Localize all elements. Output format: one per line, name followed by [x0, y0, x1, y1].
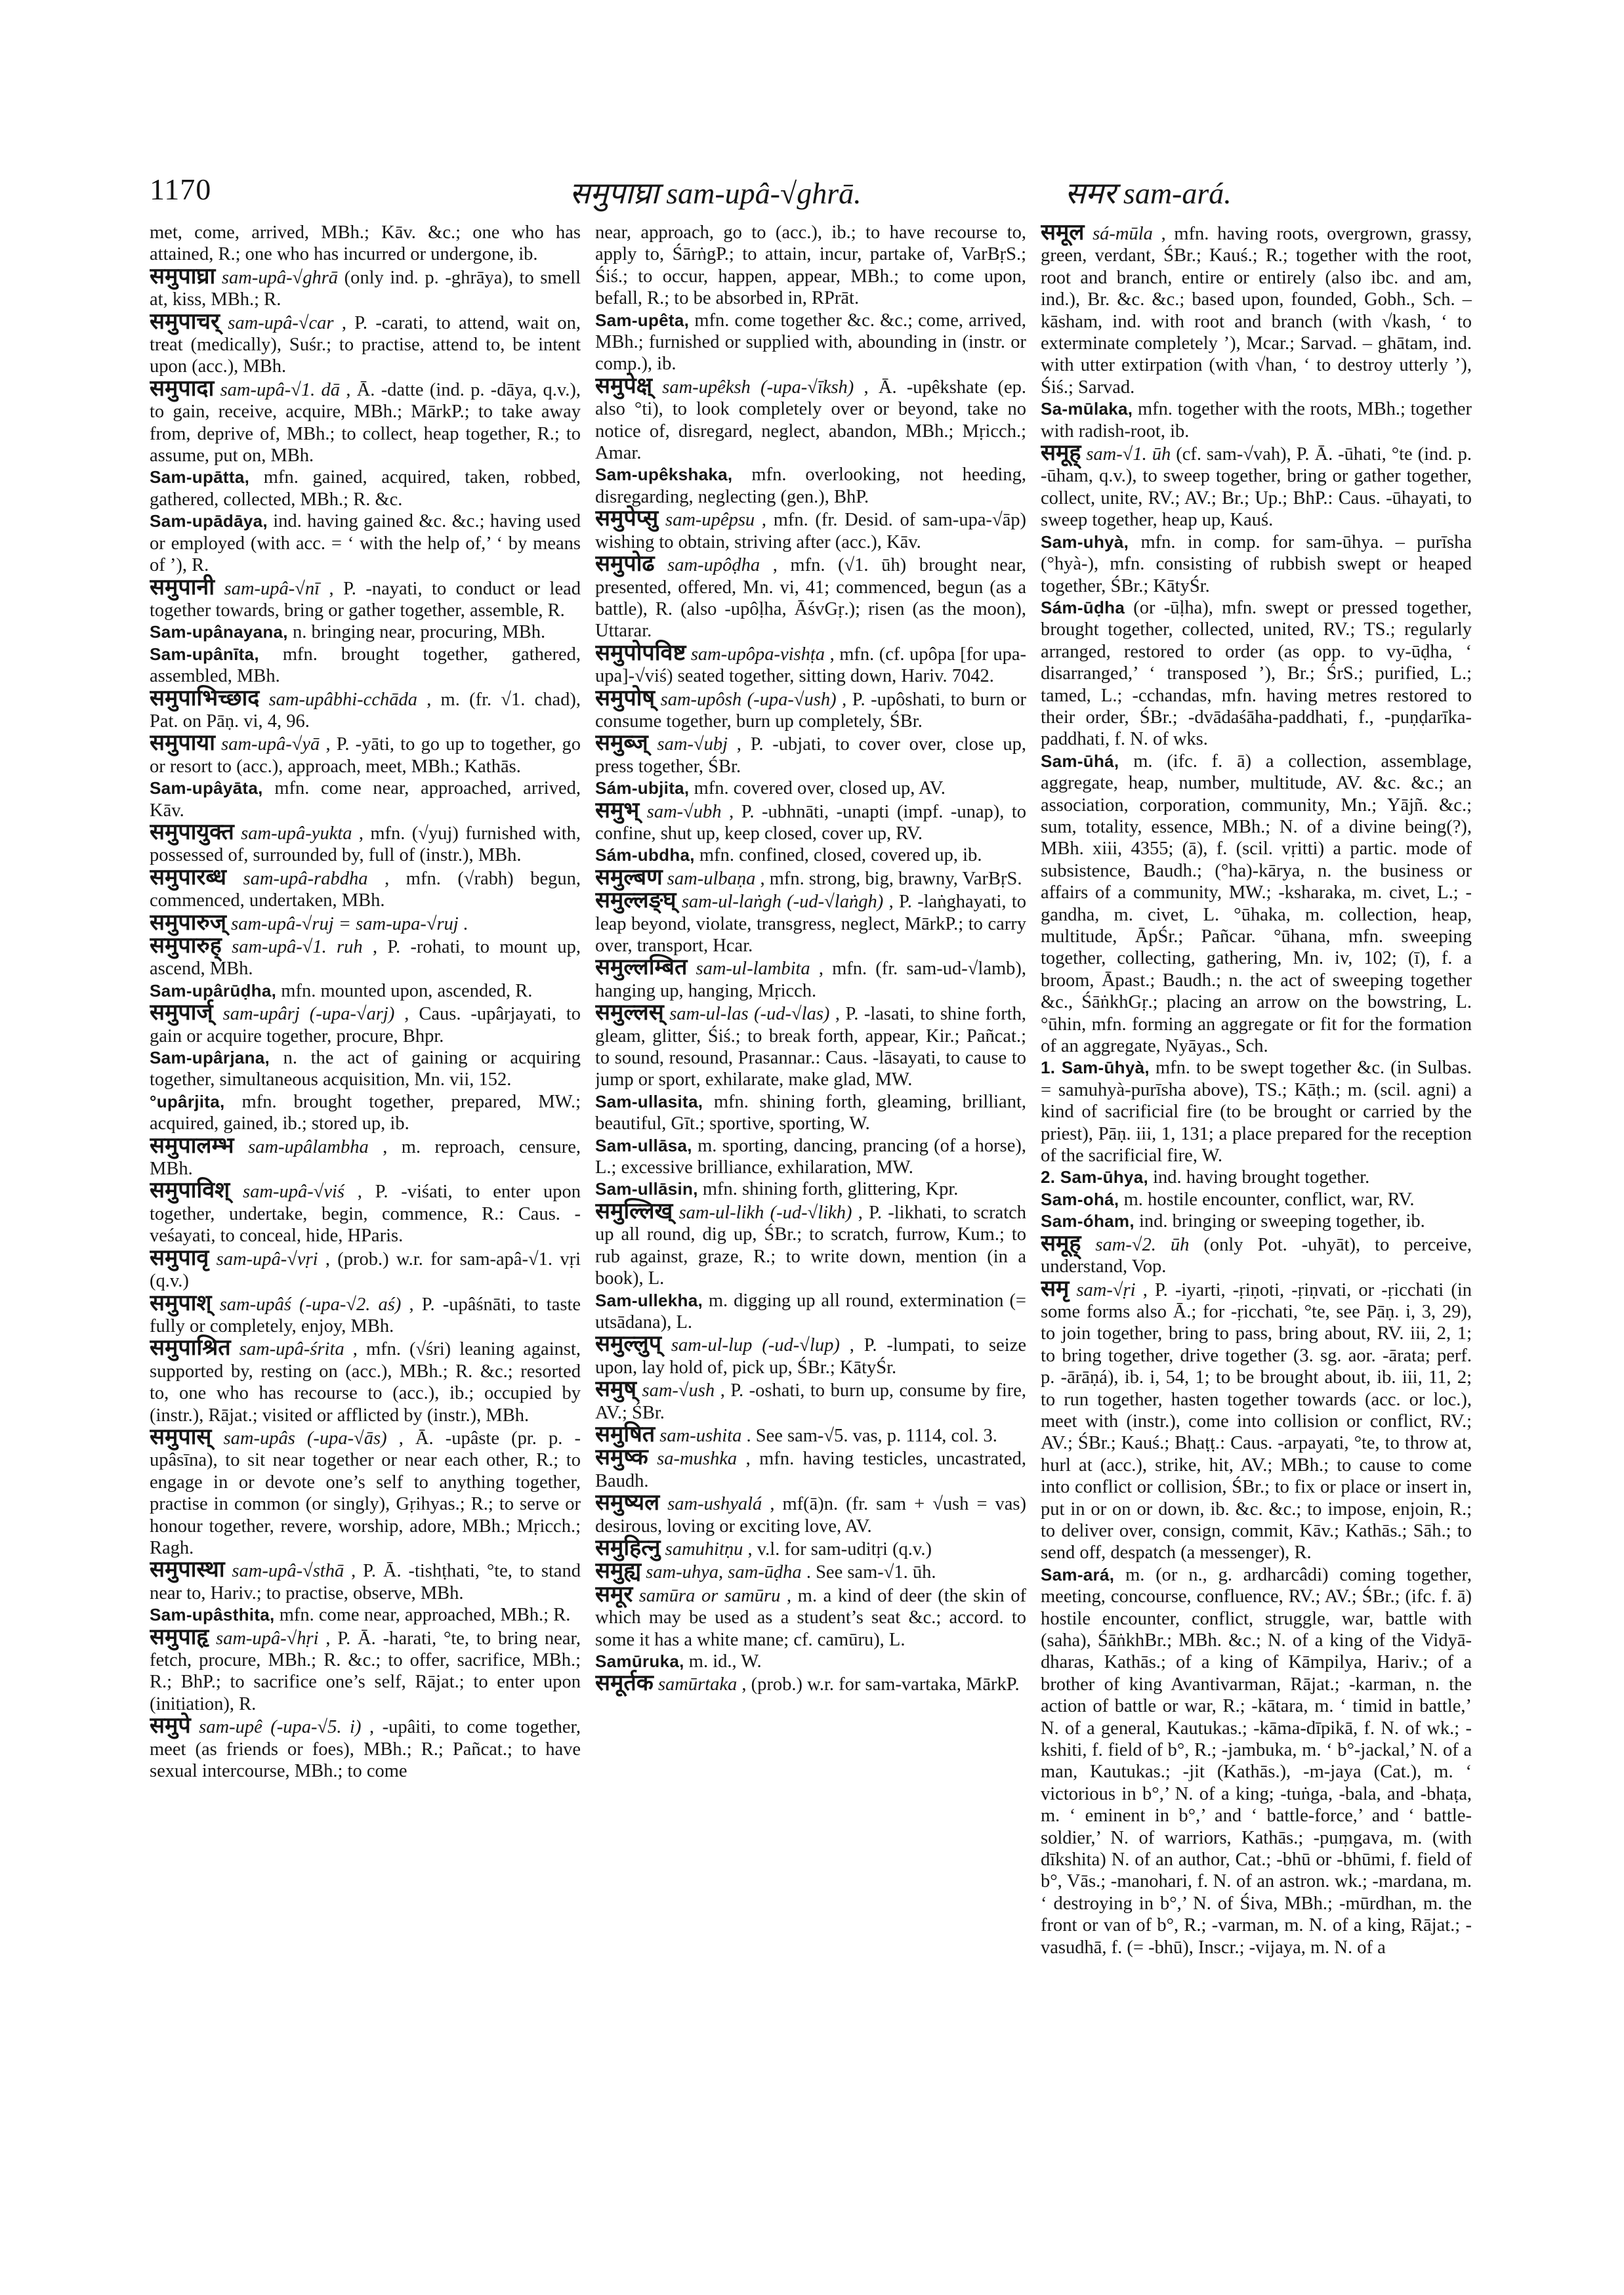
sub-entry: [1041, 597, 1472, 751]
dictionary-entry: [150, 222, 581, 266]
text-columns: [150, 222, 1472, 2223]
dictionary-entry: [595, 732, 1026, 777]
sub-entry: [595, 1091, 1026, 1135]
definition-text: , P. -carati, to attend, wait on, treat (medically), Suśr.; to practise, attend to, be intent upon (acc.), MBh.: [150, 312, 581, 377]
definition-text: , P. -upâśnāti, to taste fully or completely, enjoy, MBh.: [150, 1294, 581, 1336]
headword-transliteration: samūra or samūru: [638, 1585, 781, 1606]
headword-transliteration: sam-upâ-√1. dā: [220, 379, 341, 400]
definition-text: mfn. brought together, gathered, assembled, MBh.: [150, 644, 581, 687]
subheadword: Sa-mūlaka,: [1041, 399, 1133, 419]
definition-text: , P. -rohati, to mount up, ascend, MBh.: [150, 937, 581, 980]
headword-transliteration: samūrtaka: [657, 1674, 738, 1695]
column-2: [595, 222, 1026, 2223]
dictionary-entry: [150, 1712, 581, 1782]
subheadword: Sam-upârjana,: [150, 1048, 270, 1068]
subheadword: °upârjita,: [150, 1091, 225, 1111]
headword-transliteration: sam-upôsh (-upa-√ush): [660, 689, 837, 710]
headword-transliteration: sam-upâ-√yā: [221, 734, 320, 755]
dictionary-entry: [150, 262, 581, 311]
headword-transliteration: sam-upâs (-upa-√ās): [223, 1428, 387, 1449]
headword-transliteration: sá-mūla: [1093, 224, 1153, 244]
headword-devanagari: समुल्बण: [595, 863, 663, 890]
subheadword: Sam-upātta,: [150, 467, 250, 487]
headword-transliteration: sam-upâ-√vṛi: [216, 1249, 318, 1270]
headword-transliteration: sam-upôpa-vishṭa: [690, 644, 825, 665]
headword-transliteration: sam-upâ-rabdha: [243, 868, 368, 889]
dictionary-entry: [595, 863, 1026, 890]
definition-text: mfn. come near, approached, MBh.; R.: [279, 1605, 571, 1626]
page-number: 1170: [150, 173, 212, 206]
dictionary-entry: [595, 372, 1026, 465]
headword-devanagari: समुपादा: [150, 375, 215, 402]
dictionary-entry: [595, 954, 1026, 1002]
definition-text: mfn. shining forth, gleaming, brilliant, beautiful, Gīt.; sportive, sporting, W.: [595, 1091, 1026, 1134]
headword-transliteration: sam-upêksh (-upa-√īksh): [662, 377, 854, 398]
headword-transliteration: sam-ul-likh (-ud-√likh): [678, 1202, 852, 1223]
dictionary-entry: [150, 1177, 581, 1247]
definition-text: , P. -ubjati, to cover over, close up, press together, ŚBr.: [595, 734, 1026, 777]
subheadword: Sam-upânayana,: [150, 622, 288, 642]
dictionary-entry: [150, 909, 581, 936]
definition-text: (or -ūḷha), mfn. swept or pressed together, brought together, collected, united, RV.; TS.; regularly arranged, restored to order (as opp. to vy-ūḍha, ‘ disarranged,’ ‘ transposed ’), Br.; ŚrS.; purified, L.; tamed, L.; -cchandas, mfn. having metres restored to their order, ŚBr.; -dvādaśāha-paddhati, f., -puṇḍarīka-paddhati, f. N. of wks.: [1041, 597, 1472, 750]
definition-text: , Ā. -upêkshate (ep. also °ti), to look completely over or beyond, take no notice of, disregard, neglect, abandon, MBh.; Mṛicch.; Amar.: [595, 377, 1026, 464]
headword-devanagari: समुपानी: [150, 573, 215, 600]
definition-text: mfn. gained, acquired, taken, robbed, gathered, collected, MBh.; R. &c.: [150, 467, 581, 510]
dictionary-entry: [595, 887, 1026, 957]
headword-devanagari: समुपास्: [150, 1423, 212, 1450]
headword-transliteration: sam-ul-lup (-ud-√lup): [671, 1335, 840, 1356]
headword-devanagari: समुपारुह्: [150, 932, 222, 959]
definition-text: , P. -lasati, to shine forth, gleam, glitter, Śiś.; to break forth, appear, Kir.; Pañcat.; to sound, resound, Prasannar.: Caus. -lāsayati, to cause to jump or sport, exhilarate, make glad, MW.: [595, 1004, 1026, 1090]
definition-text: , mfn. (fr. Desid. of sam-upa-√āp) wishing to obtain, striving after (acc.), Kāv.: [595, 510, 1026, 552]
definition-text: mfn. confined, closed, covered up, ib.: [699, 845, 982, 866]
dictionary-entry: [150, 932, 581, 980]
definition-text: mfn. shining forth, glittering, Kpr.: [702, 1179, 959, 1200]
headword-transliteration: sam-ushyalá: [667, 1494, 762, 1515]
definition-text: mfn. come together &c. &c.; come, arrived, MBh.; furnished or supplied with, abounding in (instr. or comp.), ib.: [595, 310, 1026, 375]
headword-devanagari: समूर्तक: [595, 1670, 654, 1697]
sub-entry: [1041, 1564, 1472, 1958]
dictionary-entry: [595, 796, 1026, 845]
dictionary-entry: [150, 1334, 581, 1426]
dictionary-entry: [150, 863, 581, 912]
headword-devanagari: समुपालम्भ: [150, 1132, 234, 1159]
sub-entry: [595, 1651, 1026, 1672]
dictionary-entry: [150, 375, 581, 467]
definition-text: m. id., W.: [688, 1651, 762, 1672]
sub-entry: [595, 464, 1026, 508]
headword-devanagari: समुपे: [150, 1712, 191, 1739]
headword-devanagari: समुपावृ: [150, 1244, 209, 1271]
sub-entry: [150, 980, 581, 1002]
dictionary-entry: [595, 1560, 1026, 1583]
headword-transliteration: sam-upâ-√ruj = sam-upa-√ruj: [231, 913, 459, 934]
definition-text: mfn. overlooking, not heeding, disregarding, neglecting (gen.), BhP.: [595, 465, 1026, 507]
headword-devanagari: समुष्क: [595, 1444, 648, 1471]
subheadword: Sam-upādāya,: [150, 511, 268, 531]
definition-text: near, approach, go to (acc.), ib.; to have recourse to, apply to, ŚārṅgP.; to attain, incur, partake of, VarBṛS.; Śiś.; to occur, happen, appear, MBh.; to come upon, befall, R.; to be absorbed in, RPrāt.: [595, 222, 1026, 309]
definition-text: m. (or n., g. ardharcâdi) coming together, meeting, concourse, confluence, RV.; AV.; ŚBr.; (ifc. f. ā) hostile encounter, conflict, struggle, war, battle with (saha), ŚāṅkhBr.; MBh. &c.; N. of a king of the Vidyā-dharas, Kathās.; of a king of Kāmpilya, Hariv.; of a brother of king Avantivarman, Rājat.; -karman, n. the action of battle or war, R.; -kātara, m. ‘ timid in battle,’ N. of a general, Kautukas.; -kāma-dīpikā, f. N. of wk.; -kshiti, f. field of b°, R.; -jambuka, m. ‘ b°-jackal,’ N. of a man, Kautukas.; -jit (Kathās.), -m-jaya (Cat.), m. ‘ victorious in b°,’ N. of a king; -tuṅga, -bala, and -bhaṭa, m. ‘ eminent in b°,’ and ‘ battle-force,’ and ‘ battle-soldier,’ N. of warriors, Kathās.; -puṃgava, m. (with dīkshita) N. of an author, Cat.; -bhū or -bhūmi, f. field of b°, Vās.; -manohari, f. N. of an astron. wk.; -mardana, m. ‘ destroying in b°,’ N. of Śiva, MBh.; -mūrdhan, m. the front or van of b°, R.; -varman, m. N. of a king, Rājat.; -vasudhā, f. (= -bhū), Inscr.; -vijaya, m. N. of a: [1041, 1564, 1472, 1958]
page-header: [150, 172, 1474, 218]
headword-transliteration: sam-√1. ūh: [1086, 444, 1171, 465]
definition-text: , Caus. -upârjayati, to gain or acquire together, procure, Bhpr.: [150, 1004, 581, 1046]
sub-entry: [595, 1178, 1026, 1200]
definition-text: , m. a kind of deer (the skin of which may be used as a student’s seat &c.; accord. to some it has a white mane; cf. camūru), L.: [595, 1585, 1026, 1650]
headword-transliteration: sam-ul-laṅgh (-ud-√laṅgh): [681, 892, 884, 913]
headword-devanagari: समृ: [1041, 1275, 1070, 1302]
dictionary-entry: [595, 1672, 1026, 1695]
headword-devanagari: समुहित्नु: [595, 1534, 661, 1561]
definition-text: , mfn. having roots, overgrown, grassy, green, verdant, ŚBr.; Kauś.; R.; together with the root, root and branch, entire or entirely (also ibc. and am, ind.), Br. &c. &c.; based upon, founded, Gobh., Sch. – kāsham, ind. with root and branch (with √kash, ‘ to exterminate completely ’), Mcar.; Sarvad. – ghātam, ind. with utter extirpation (with √han, ‘ to destroy utterly ’), Śiś.; Sarvad.: [1041, 224, 1472, 398]
definition-text: mfn. covered over, closed up, AV.: [694, 778, 946, 799]
definition-text: mfn. brought together, prepared, MW.; acquired, gained, ib.; stored up, ib.: [150, 1091, 581, 1134]
headword-devanagari: समुपाश्: [150, 1289, 212, 1316]
dictionary-entry: [1041, 1230, 1472, 1278]
definition-text: , P. -likhati, to scratch up all round, dig up, ŚBr.; to scratch, furrow, Kum.; to rub against, graze, R.; to write down, mention (in a book), L.: [595, 1202, 1026, 1289]
definition-text: m. (ifc. f. ā) a collection, assemblage, aggregate, heap, number, multitude, AV. &c. &c.; an association, corporation, community, Mn.; Yājñ. &c.; sum, totality, essence, MBh.; N. of a divine being(?), MBh. xiii, 4355; (ā), f. (scil. vṛitti) a partic. mode of subsistence, Baudh.; (°ha)-kārya, n. the business or affairs of a community, MW.; -ksharaka, m. civet, L.; -gandha, m. civet, L. °ūhaka, m. collection, heap, multitude, ĀpŚr.; Pañcar. °ūhana, mfn. sweeping together, collecting, gathering, Mn. iv, 102; (ī), f. a broom, Āpast.; Baudh.; n. the act of sweeping together &c., ŚāṅkhGṛ.; placing an arrow on the bowstring, L. °ūhin, mfn. forming an aggregate or fit for the formation of an aggregate, Nyāyas., Sch.: [1041, 751, 1472, 1057]
definition-text: ind. bringing or sweeping together, ib.: [1138, 1211, 1425, 1232]
dictionary-entry: [150, 999, 581, 1047]
definition-text: , P. -viśati, to enter upon together, undertake, begin, commence, R.: Caus. -veśayati, to conceal, hide, HParis.: [150, 1182, 581, 1247]
dictionary-entry: [150, 1244, 581, 1292]
headword-transliteration: sam-ulbaṇa: [667, 868, 756, 889]
headword-transliteration: sam-ul-lambita: [696, 959, 810, 980]
subheadword: Sám-ubdha,: [595, 845, 695, 865]
subheadword: Sam-upêkshaka,: [595, 465, 733, 485]
headword-transliteration: sam-upâ-√nī: [224, 578, 320, 599]
subheadword: Sam-upâyāta,: [150, 778, 263, 798]
headword-devanagari: समुषित: [595, 1420, 656, 1447]
headword-devanagari: समुल्लुप्: [595, 1331, 662, 1357]
headword-transliteration: sam-√ṛi: [1076, 1279, 1136, 1300]
headword-transliteration: sam-upâ-√car: [228, 312, 334, 333]
dictionary-entry: [595, 1420, 1026, 1447]
dictionary-entry: [595, 1333, 1026, 1378]
definition-text: , P. -nayati, to conduct or lead together towards, bring or gather together, assemble, R.: [150, 578, 581, 621]
sub-entry: [595, 1135, 1026, 1179]
subheadword: Sám-ūḍha: [1041, 597, 1125, 617]
headword-transliteration: sam-√ubh: [646, 801, 722, 822]
headword-devanagari: समुपायुक्त: [150, 818, 234, 845]
definition-text: , P. -lumpati, to seize upon, lay hold of, pick up, ŚBr.; KātyŚr.: [595, 1335, 1026, 1378]
headword-transliteration: sam-upê (-upa-√5. i): [199, 1717, 362, 1738]
dictionary-entry: [150, 1289, 581, 1338]
sub-entry: [150, 466, 581, 510]
definition-text: , P. -yāti, to go up to together, go or resort to (acc.), approach, meet, MBh.; Kathās.: [150, 734, 581, 777]
sub-entry: [150, 1604, 581, 1626]
dictionary-entry: [595, 999, 1026, 1091]
definition-text: , P. Ā. -harati, °te, to bring near, fetch, procure, MBh.; R. &c.; to offer, sacrifice, MBh.; R.; BhP.; to sacrifice one’s self, Rājat.; to enter upon (initiation), R.: [150, 1628, 581, 1714]
subheadword: Sam-ará,: [1041, 1564, 1115, 1584]
headword-transliteration: samuhitṇu: [665, 1539, 743, 1560]
subheadword: Sam-upânīta,: [150, 644, 259, 664]
definition-text: mfn. come near, approached, arrived, Kāv.: [150, 778, 581, 821]
headword-devanagari: समुपार्ज्: [150, 999, 213, 1026]
dictionary-entry: [150, 308, 581, 378]
sub-entry: [595, 777, 1026, 799]
dictionary-entry: [595, 639, 1026, 688]
dictionary-entry: [595, 505, 1026, 553]
subheadword: Sam-upârūḍha,: [150, 980, 277, 1001]
dictionary-entry: [150, 1423, 581, 1559]
column-1: [150, 222, 581, 2223]
definition-text: n. bringing near, procuring, MBh.: [292, 622, 546, 643]
definition-text: , mfn. (cf. upôpa [for upa-upa]-√viś) seated together, sitting down, Hariv. 7042.: [595, 644, 1026, 687]
headword-devanagari: समुल्लिख्: [595, 1197, 673, 1224]
headword-transliteration: sam-uhya, sam-ūḍha: [646, 1562, 802, 1583]
definition-text: (only Pot. -uhyāt), to perceive, understand, Vop.: [1041, 1234, 1472, 1277]
dictionary-entry: [150, 818, 581, 867]
sub-entry: [150, 777, 581, 821]
headword-transliteration: sam-upêpsu: [665, 510, 755, 531]
dictionary-entry: [150, 732, 581, 777]
definition-text: n. the act of gaining or acquiring together, simultaneous acquisition, Mn. vii, 152.: [150, 1048, 581, 1090]
definition-text: mfn. mounted upon, ascended, R.: [281, 980, 533, 1001]
subheadword: Sam-ūhá,: [1041, 751, 1119, 771]
sub-entry: [150, 510, 581, 576]
definition-text: mfn. to be swept together &c. (in Sulbas. = samuhyà-purīsha above), TS.; Kāṭh.; m. (scil. agni) a kind of sacrificial fire (to be brought or carried by the priest), Pāṇ. iii, 1, 131; a place prepared for the reception of the sacrificial fire, W.: [1041, 1058, 1472, 1167]
definition-text: (only ind. p. -ghrāya), to smell at, kiss, MBh.; R.: [150, 267, 581, 310]
headword-transliteration: sam-ul-las (-ud-√las): [669, 1004, 830, 1025]
definition-text: , P. -laṅghayati, to leap beyond, violate, transgress, neglect, MārkP.; to carry over, transport, Hcar.: [595, 892, 1026, 956]
headword-devanagari: समुपेक्ष्: [595, 372, 653, 399]
sub-entry: [1041, 1189, 1472, 1210]
sub-entry: [1041, 751, 1472, 1058]
dictionary-entry: [1041, 442, 1472, 531]
subheadword: Sam-ullasita,: [595, 1091, 703, 1111]
headword-transliteration: sam-upârj (-upa-√arj): [222, 1004, 395, 1025]
subheadword: Sam-óham,: [1041, 1211, 1135, 1231]
subheadword: Sam-upêta,: [595, 310, 690, 330]
definition-text: , mfn. (fr. sam-ud-√lamb), hanging up, hanging, Mṛicch.: [595, 959, 1026, 1001]
headword-transliteration: sa-mushka: [657, 1449, 738, 1470]
dictionary-entry: [1041, 1275, 1472, 1564]
headword-devanagari: समुल्लङ्घ्: [595, 887, 677, 914]
definition-text: , m. reproach, censure, MBh.: [150, 1136, 581, 1180]
definition-text: , (prob.) w.r. for sam-vartaka, MārkP.: [741, 1674, 1020, 1695]
definition-text: .: [463, 913, 468, 934]
headword-devanagari: समुष्यल: [595, 1489, 660, 1516]
headword-devanagari: समुपाघ्रा: [150, 262, 216, 289]
headword-devanagari: समुपोपविष्ट: [595, 639, 686, 666]
definition-text: , mfn. (√rabh) begun, commenced, undertaken, MBh.: [150, 868, 581, 911]
subheadword: Samūruka,: [595, 1651, 684, 1671]
definition-text: m. digging up all round, extermination (= utsādana), L.: [595, 1290, 1026, 1333]
sub-entry: [150, 644, 581, 688]
dictionary-entry: [595, 1378, 1026, 1424]
dictionary-entry: [150, 1623, 581, 1716]
definition-text: mfn. together with the roots, MBh.; together with radish-root, ib.: [1041, 399, 1472, 442]
sub-entry: [595, 310, 1026, 375]
dictionary-entry: [595, 550, 1026, 642]
headword-devanagari: समुभ्: [595, 796, 640, 823]
dictionary-entry: [595, 222, 1026, 310]
sub-entry: [1041, 531, 1472, 597]
definition-text: m. hostile encounter, conflict, war, RV.: [1123, 1189, 1415, 1210]
definition-text: , mf(ā)n. (fr. sam + √ush = vas) desirous, loving or exciting love, AV.: [595, 1494, 1026, 1537]
dictionary-entry: [595, 1197, 1026, 1290]
subheadword: Sam-ohá,: [1041, 1189, 1119, 1209]
definition-text: , P. -upôshati, to burn or consume together, burn up completely, ŚBr.: [595, 689, 1026, 732]
definition-text: , (prob.) w.r. for sam-apâ-√1. vṛi (q.v.): [150, 1249, 581, 1292]
definition-text: , mfn. strong, big, brawny, VarBṛS.: [760, 868, 1022, 889]
subheadword: Sam-ullekha,: [595, 1290, 703, 1310]
running-head-right: समर sam-ará.: [1065, 176, 1232, 210]
headword-devanagari: समुपेप्सु: [595, 505, 659, 532]
sub-entry: [150, 1047, 581, 1091]
subheadword: Sam-uhyà,: [1041, 531, 1129, 552]
definition-text: . See sam-√1. ūh.: [806, 1562, 936, 1583]
definition-text: , -upâiti, to come together, meet (as friends or foes), MBh.; R.; Pañcat.; to have sexual intercourse, MBh.; to come: [150, 1717, 581, 1782]
headword-devanagari: समुल्लम्बित: [595, 954, 688, 981]
definition-text: , mfn. (√1. ūh) brought near, presented, offered, Mn. vi, 41; commenced, begun (as a battle), R. (also -upôḷha, ĀśvGṛ.); risen (as the moon), Uttarar.: [595, 555, 1026, 642]
headword-devanagari: समुल्लस्: [595, 999, 664, 1026]
definition-text: (cf. sam-√vah), P. Ā. -ūhati, °te (ind. p. -ūham, q.v.), to sweep together, bring or gather together, collect, unite, RV.; AV.; Br.; Up.; BhP.: Caus. -ūhayati, to sweep together, heap up, Kauś.: [1041, 444, 1472, 531]
headword-devanagari: समुपाविश्: [150, 1177, 230, 1204]
headword-devanagari: समुपाहृ: [150, 1623, 209, 1650]
subheadword: 1. Sam-ūhyà,: [1041, 1058, 1150, 1078]
headword-devanagari: समुपाश्रित: [150, 1334, 231, 1361]
headword-devanagari: समूह्: [1041, 440, 1081, 466]
headword-devanagari: समुब्ज्: [595, 730, 648, 756]
headword-devanagari: समुह्य: [595, 1558, 642, 1584]
headword-transliteration: sam-upâ-√1. ruh: [232, 937, 363, 957]
definition-text: , P. -iyarti, -ṛiṇoti, -ṛiṇvati, or -ṛicchati (in some forms also Ā.; for -ṛicchati, °te, see Pāṇ. i, 3, 29), to join together, bring to pass, bring about, RV. iii, 2, 1; to bring together, drive together (3. sg. aor. -ārata; perf. p. -ārāṇá), ib. i, 54, 1; to be brought about, ib. iii, 11, 2; to run together, hasten together towards (acc. or loc.), meet with (instr.), come into collision or conflict, RV.; AV.; ŚBr.; Kauś.; Bhaṭṭ.: Caus. -arpayati, °te, to throw at, hurl at (acc.), strike, hit, AV.; MBh.; to cause to come into conflict or collision, ŚBr.; to fix or place or insert in, put in or on or down, ib. &c. &c.; to impose, enjoin, R.; to deliver over, consign, commit, Kāv.; Kathās.; Sāh.; to send off, despatch (a messenger), R.: [1041, 1279, 1472, 1563]
headword-transliteration: sam-upâlambha: [248, 1136, 369, 1157]
headword-transliteration: sam-upâ-yukta: [241, 823, 352, 844]
headword-transliteration: sam-upâś (-upa-√2. aś): [219, 1294, 402, 1315]
headword-devanagari: समूह्: [1041, 1230, 1081, 1256]
headword-transliteration: sam-upâ-śrita: [239, 1339, 344, 1360]
dictionary-entry: [150, 573, 581, 622]
definition-text: , Ā. -upâste (pr. p. -upâsīna), to sit near together or near each other, R.; to engage in or devote one’s self to anything together, practise in common (or singly), Gṛihyas.; R.; to serve or honour together, revere, worship, adore, MBh.; Mṛicch.; Ragh.: [150, 1428, 581, 1558]
headword-transliteration: sam-√2. ūh: [1095, 1234, 1190, 1255]
dictionary-entry: [595, 1534, 1026, 1561]
sub-entry: [150, 621, 581, 643]
definition-text: met, come, arrived, MBh.; Kāv. &c.; one who has attained, R.; one who has incurred or undergone, ib.: [150, 222, 581, 265]
definition-text: , mfn. (√śri) leaning against, supported by, resting on (acc.), MBh.; R. &c.; resorted to, one who has recourse to (acc.), ib.; occupied by (instr.), Rājat.; visited or afflicted by (instr.), MBh.: [150, 1339, 581, 1426]
dictionary-entry: [1041, 222, 1472, 398]
subheadword: 2. Sam-ūhya,: [1041, 1167, 1148, 1188]
definition-text: , m. (fr. √1. chad), Pat. on Pāṇ. vi, 4, 96.: [150, 689, 581, 732]
dictionary-entry: [595, 684, 1026, 733]
definition-text: , Ā. -datte (ind. p. -dāya, q.v.), to gain, receive, acquire, MBh.; MārkP.; to take away from, deprive of, MBh.; to collect, heap together, R.; to assume, put on, MBh.: [150, 379, 581, 466]
headword-transliteration: sam-upôḍha: [667, 555, 760, 576]
headword-devanagari: समुष्: [595, 1376, 636, 1403]
sub-entry: [595, 1290, 1026, 1334]
headword-devanagari: समुपाभिच्छाद: [150, 684, 260, 711]
definition-text: , mfn. (√yuj) furnished with, possessed of, surrounded by, full of (instr.), MBh.: [150, 823, 581, 866]
dictionary-entry: [595, 1444, 1026, 1492]
definition-text: . See sam-√5. vas, p. 1114, col. 3.: [746, 1425, 997, 1446]
headword-transliteration: sam-upâbhi-cchāda: [268, 689, 417, 710]
headword-transliteration: sam-upâ-√hṛi: [216, 1628, 319, 1649]
dictionary-entry: [150, 684, 581, 733]
headword-transliteration: sam-upâ-√ghrā: [221, 267, 339, 288]
definition-text: ind. having brought together.: [1153, 1167, 1370, 1188]
headword-transliteration: sam-upâ-√sthā: [232, 1561, 344, 1582]
subheadword: Sám-ubjita,: [595, 778, 690, 798]
subheadword: Sam-ullāsa,: [595, 1135, 692, 1155]
definition-text: mfn. in comp. for sam-ūhya. – purīsha (°hyà-), mfn. consisting of rubbish swept or heaped together, ŚBr.; KātyŚr.: [1041, 531, 1472, 596]
definition-text: , P. -oshati, to burn up, consume by fire, AV.; ŚBr.: [595, 1380, 1026, 1423]
running-head-left: समुपाघ्रा sam-upâ-√ghrā.: [570, 176, 862, 210]
headword-devanagari: समुपोढ: [595, 550, 655, 577]
definition-text: , P. Ā. -tishṭhati, °te, to stand near to, Hariv.; to practise, observe, MBh.: [150, 1561, 581, 1603]
headword-devanagari: समुपाचर्: [150, 308, 220, 335]
dictionary-entry: [150, 1132, 581, 1180]
dictionary-entry: [150, 1556, 581, 1604]
headword-devanagari: समूल: [1041, 222, 1085, 245]
headword-transliteration: sam-ushita: [659, 1425, 742, 1446]
definition-text: , v.l. for sam-uditṛi (q.v.): [747, 1539, 932, 1560]
headword-devanagari: समुपारब्ध: [150, 863, 226, 890]
dictionary-entry: [595, 1581, 1026, 1651]
headword-devanagari: समुपोष्: [595, 684, 656, 711]
headword-transliteration: sam-√ubj: [657, 734, 728, 755]
definition-text: m. sporting, dancing, prancing (of a horse), L.; excessive brilliance, exhilaration, MW.: [595, 1135, 1026, 1178]
sub-entry: [150, 1091, 581, 1135]
subheadword: Sam-upâsthita,: [150, 1605, 275, 1625]
column-3: [1041, 222, 1472, 2223]
headword-devanagari: समुपारुज्: [150, 909, 226, 936]
headword-transliteration: sam-upâ-√viś: [243, 1182, 344, 1203]
definition-text: , mfn. having testicles, uncastrated, Baudh.: [595, 1449, 1026, 1491]
definition-text: ind. having gained &c. &c.; having used or employed (with acc. = ‘ with the help of,’ ‘ by means of ’), R.: [150, 511, 581, 576]
definition-text: , P. -ubhnāti, -unapti (impf. -unap), to confine, shut up, keep closed, cover up, RV.: [595, 801, 1026, 844]
sub-entry: [1041, 398, 1472, 442]
subheadword: Sam-ullāsin,: [595, 1179, 698, 1199]
sub-entry: [1041, 1167, 1472, 1188]
headword-devanagari: समूर: [595, 1581, 633, 1607]
dictionary-entry: [595, 1489, 1026, 1537]
headword-transliteration: sam-√ush: [642, 1380, 715, 1401]
sub-entry: [1041, 1057, 1472, 1167]
headword-devanagari: समुपाया: [150, 730, 215, 756]
headword-devanagari: समुपास्था: [150, 1556, 225, 1583]
sub-entry: [595, 844, 1026, 866]
sub-entry: [1041, 1210, 1472, 1232]
